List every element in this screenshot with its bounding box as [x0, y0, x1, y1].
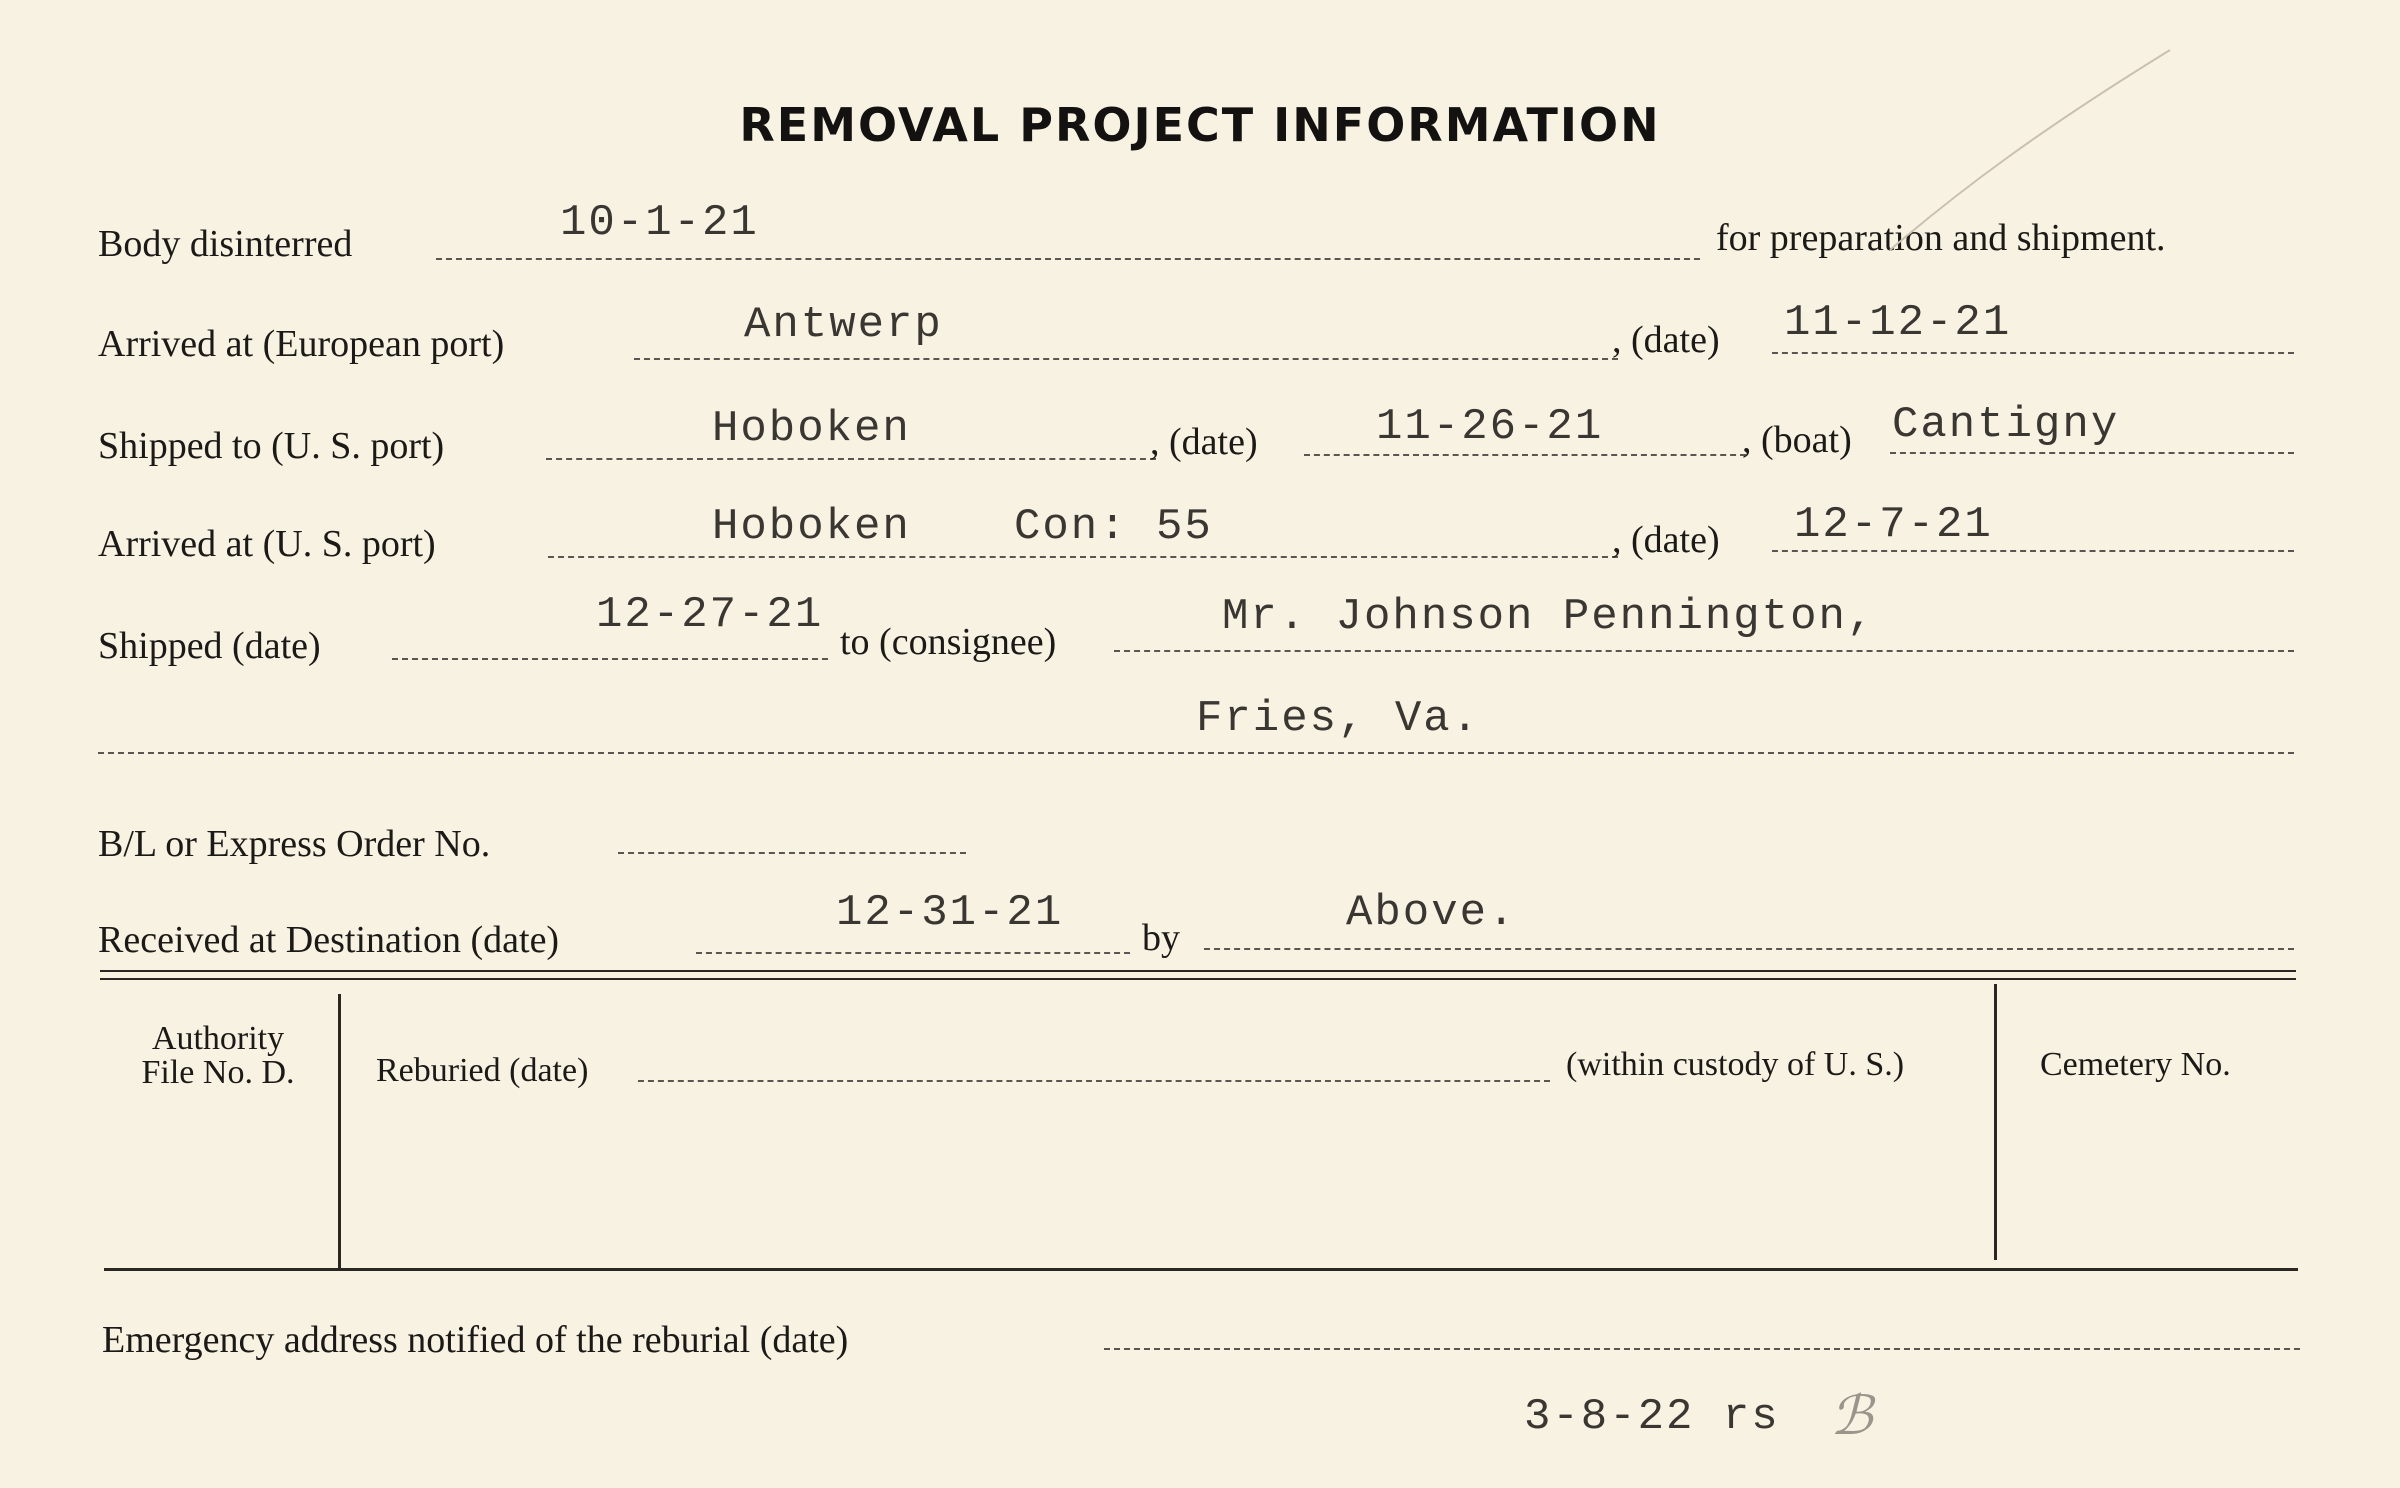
shipped-us-date-label: , (date) — [1150, 421, 1258, 463]
handwritten-initials: ℬ — [1830, 1384, 1873, 1447]
arrived-us-line — [548, 556, 1618, 558]
table-divider-right — [1994, 984, 1997, 1260]
arrived-us-con: Con: 55 — [1014, 502, 1213, 552]
card-title: REMOVAL PROJECT INFORMATION — [739, 98, 1661, 152]
received-value: 12-31-21 — [836, 888, 1064, 938]
shipped-date-value: 12-27-21 — [596, 590, 824, 640]
reburied-label: Reburied (date) — [376, 1052, 589, 1089]
arrived-us-date: 12-7-21 — [1794, 500, 1993, 550]
emergency-label: Emergency address notified of the reburial (date) — [102, 1319, 849, 1361]
reburied-line — [638, 1080, 1550, 1082]
consignee-line — [1114, 650, 2294, 652]
shipped-us-date: 11-26-21 — [1376, 402, 1604, 452]
shipped-us-line — [546, 458, 1156, 460]
shipped-date-line — [392, 658, 828, 660]
table-divider-left — [338, 994, 341, 1268]
shipped-us-boat: Cantigny — [1892, 400, 2120, 450]
body-disinterred-suffix: for preparation and shipment. — [1716, 217, 2166, 259]
cemetery-label: Cemetery No. — [2040, 1046, 2231, 1083]
consignee-label: to (consignee) — [840, 621, 1057, 663]
arrived-european-date-line — [1772, 352, 2294, 354]
bl-order-line — [618, 852, 966, 854]
consignee-line-2 — [98, 752, 2294, 754]
arrived-european-line — [634, 358, 1618, 360]
received-line — [696, 952, 1130, 954]
arrived-european-value: Antwerp — [744, 300, 943, 350]
pencil-mark — [1880, 40, 2180, 260]
received-by-label: by — [1142, 917, 1180, 959]
shipped-us-value: Hoboken — [712, 404, 911, 454]
footer-note: 3-8-22 rs — [1524, 1392, 1780, 1442]
custody-label: (within custody of U. S.) — [1566, 1046, 1905, 1083]
received-by-line — [1204, 948, 2294, 950]
bl-order-label: B/L or Express Order No. — [98, 823, 491, 865]
table-top-rule-2 — [100, 978, 2296, 980]
shipped-us-label: Shipped to (U. S. port) — [98, 425, 445, 467]
emergency-line — [1104, 1348, 2300, 1350]
arrived-us-value: Hoboken — [712, 502, 911, 552]
arrived-european-date: 11-12-21 — [1784, 298, 2012, 348]
shipped-us-date-line — [1304, 454, 1746, 456]
shipped-us-boat-label: , (boat) — [1742, 419, 1852, 461]
shipped-date-label: Shipped (date) — [98, 625, 321, 667]
arrived-us-label: Arrived at (U. S. port) — [98, 523, 436, 565]
authority-line1: Authority — [151, 1020, 285, 1057]
consignee-value-line2: Fries, Va. — [1196, 694, 1481, 744]
body-disinterred-line — [436, 258, 1700, 260]
arrived-us-date-label: , (date) — [1612, 519, 1720, 561]
table-bottom-rule — [104, 1268, 2298, 1271]
shipped-us-boat-line — [1890, 452, 2294, 454]
authority-line2: File No. D. — [141, 1054, 295, 1091]
table-top-rule-1 — [100, 970, 2296, 972]
arrived-us-date-line — [1772, 550, 2294, 552]
consignee-value: Mr. Johnson Pennington, — [1222, 592, 1876, 642]
body-disinterred-label: Body disinterred — [98, 223, 353, 265]
arrived-european-date-label: , (date) — [1612, 319, 1720, 361]
body-disinterred-value: 10-1-21 — [560, 198, 759, 248]
authority-file-header — [108, 1022, 328, 1090]
arrived-european-label: Arrived at (European port) — [98, 323, 505, 365]
received-by-value: Above. — [1346, 888, 1517, 938]
received-label: Received at Destination (date) — [98, 919, 560, 961]
